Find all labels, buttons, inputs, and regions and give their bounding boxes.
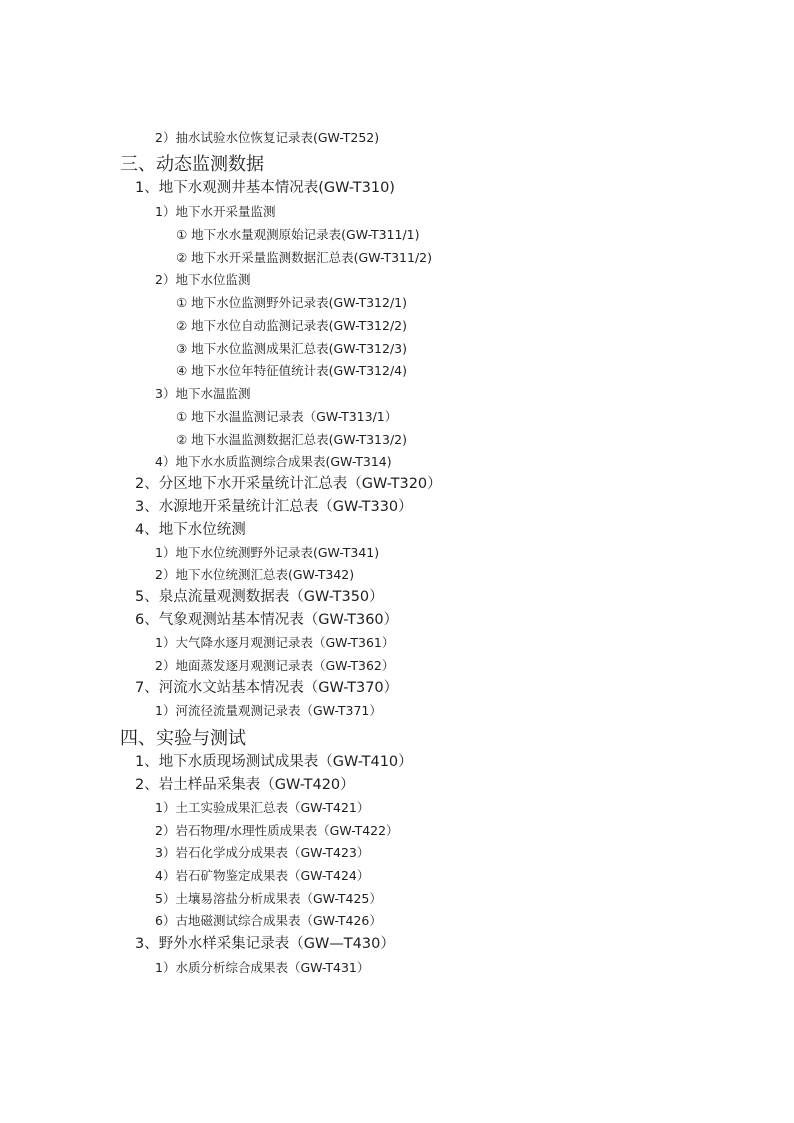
sub-item: 1）水质分析综合成果表（GW-T431） (155, 959, 370, 975)
sub-item: 1）地下水开采量监测 (155, 203, 276, 219)
subsection-item: 3、野外水样采集记录表（GW—T430） (135, 935, 395, 952)
sub-item: 3）岩石化学成分成果表（GW-T423） (155, 844, 370, 860)
sub-sub-item: ① 地下水温监测记录表（GW-T313/1） (176, 408, 398, 424)
sub-item: 4）地下水水质监测综合成果表(GW-T314) (155, 453, 392, 469)
subsection-item: 3、水源地开采量统计汇总表（GW-T330） (135, 498, 413, 515)
sub-sub-item: ② 地下水位自动监测记录表(GW-T312/2) (176, 317, 407, 333)
subsection-item: 6、气象观测站基本情况表（GW-T360） (135, 611, 399, 628)
sub-sub-item: ① 地下水水量观测原始记录表(GW-T311/1) (176, 226, 420, 242)
sub-sub-item: ③ 地下水位监测成果汇总表(GW-T312/3) (176, 340, 407, 356)
sub-sub-item: ② 地下水温监测数据汇总表(GW-T313/2) (176, 431, 407, 447)
subsection-item: 2、岩土样品采集表（GW-T420） (135, 776, 355, 793)
sub-item: 2）地面蒸发逐月观测记录表（GW-T362） (155, 657, 395, 673)
sub-item: 2）抽水试验水位恢复记录表(GW-T252) (155, 129, 380, 145)
section-heading: 四、实验与测试 (120, 728, 246, 749)
sub-item: 2）地下水位监测 (155, 271, 251, 287)
sub-item: 2）岩石物理/水理性质成果表（GW-T422） (155, 822, 399, 838)
subsection-item: 1、地下水观测井基本情况表(GW-T310) (135, 179, 395, 196)
subsection-item: 1、地下水质现场测试成果表（GW-T410） (135, 753, 413, 770)
subsection-item: 7、河流水文站基本情况表（GW-T370） (135, 679, 399, 696)
sub-item: 1）大气降水逐月观测记录表（GW-T361） (155, 634, 395, 650)
subsection-item: 5、泉点流量观测数据表（GW-T350） (135, 588, 384, 605)
sub-item: 1）土工实验成果汇总表（GW-T421） (155, 799, 370, 815)
sub-item: 5）土壤易溶盐分析成果表（GW-T425） (155, 890, 382, 906)
sub-item: 6）古地磁测试综合成果表（GW-T426） (155, 912, 382, 928)
sub-sub-item: ① 地下水位监测野外记录表(GW-T312/1) (176, 294, 407, 310)
sub-item: 1）河流径流量观测记录表（GW-T371） (155, 702, 382, 718)
subsection-item: 2、分区地下水开采量统计汇总表（GW-T320） (135, 475, 442, 492)
sub-item: 3）地下水温监测 (155, 385, 251, 401)
sub-item: 4）岩石矿物鉴定成果表（GW-T424） (155, 867, 370, 883)
sub-sub-item: ④ 地下水位年特征值统计表(GW-T312/4) (176, 362, 407, 378)
sub-item: 2）地下水位统测汇总表(GW-T342) (155, 566, 355, 582)
section-heading: 三、动态监测数据 (120, 154, 264, 175)
subsection-item: 4、地下水位统测 (135, 521, 246, 538)
sub-sub-item: ② 地下水开采量监测数据汇总表(GW-T311/2) (176, 249, 432, 265)
sub-item: 1）地下水位统测野外记录表(GW-T341) (155, 544, 380, 560)
